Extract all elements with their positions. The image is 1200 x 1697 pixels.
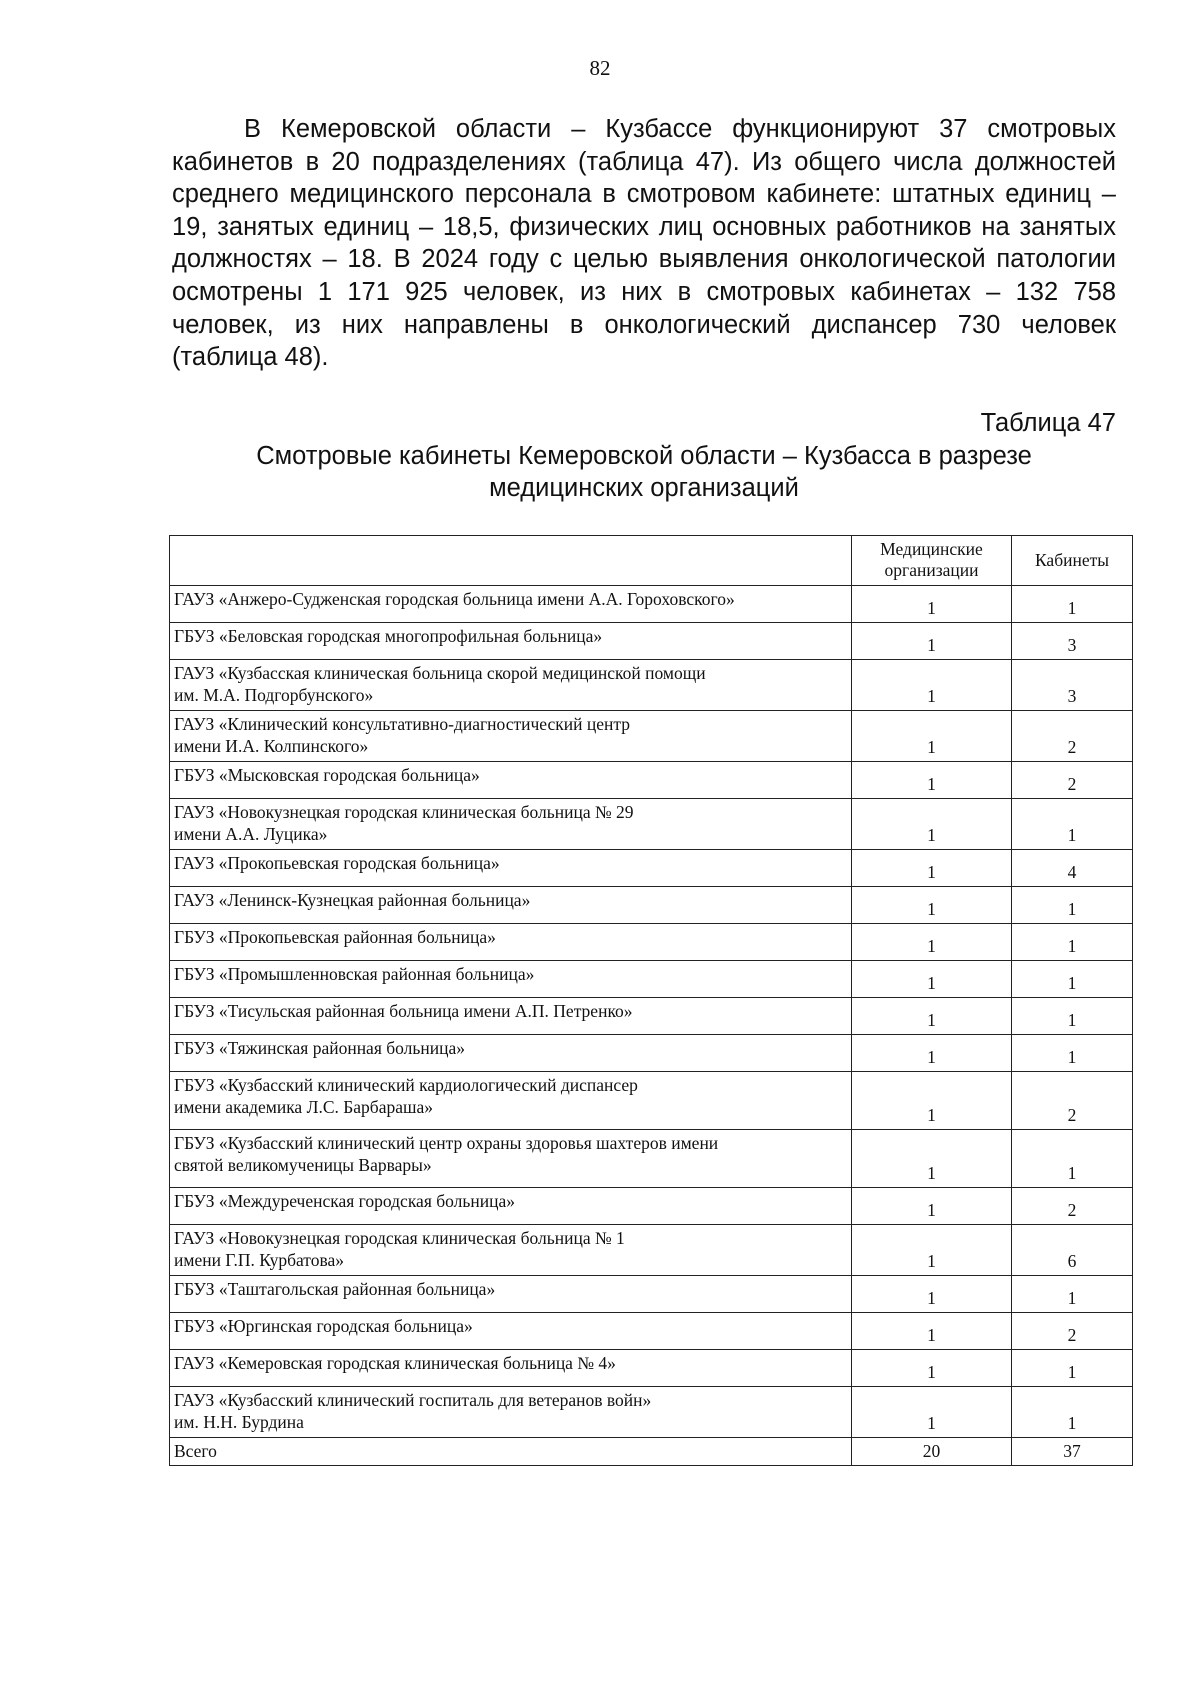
- org-name: [170, 1350, 852, 1387]
- org-name-line1: ГАУЗ «Новокузнецкая городская клиническая больница № 1: [174, 1228, 625, 1248]
- org-name-line1: ГАУЗ «Ленинск-Кузнецкая районная больница»: [174, 890, 531, 910]
- table-title-line2: медицинских организаций: [489, 474, 799, 502]
- org-count: 1: [852, 1387, 1012, 1438]
- org-name: [170, 1313, 852, 1350]
- org-name: [170, 1225, 852, 1276]
- cabinet-count: 1: [1012, 998, 1133, 1035]
- org-name-line2: имени А.А. Луцика»: [174, 824, 328, 844]
- org-count: 1: [852, 1035, 1012, 1072]
- cabinet-count: 1: [1012, 586, 1133, 623]
- cabinets-table: [169, 535, 1133, 1466]
- org-count: 1: [852, 1313, 1012, 1350]
- cabinet-count: 1: [1012, 887, 1133, 924]
- org-count: 1: [852, 887, 1012, 924]
- org-name: [170, 1130, 852, 1188]
- table-row: [170, 1035, 1133, 1072]
- table-row: [170, 961, 1133, 998]
- cabinet-count: 1: [1012, 1130, 1133, 1188]
- cabinet-count: 3: [1012, 623, 1133, 660]
- org-name: [170, 762, 852, 799]
- org-count: 1: [852, 762, 1012, 799]
- org-name-line1: ГАУЗ «Кемеровская городская клиническая больница № 4»: [174, 1353, 616, 1373]
- header-name: [170, 536, 852, 586]
- org-name: [170, 1035, 852, 1072]
- org-name-line1: ГБУЗ «Тяжинская районная больница»: [174, 1038, 465, 1058]
- cabinet-count: 1: [1012, 1276, 1133, 1313]
- org-name: [170, 924, 852, 961]
- org-name: [170, 850, 852, 887]
- org-name-line1: ГБУЗ «Кузбасский клинический кардиологический диспансер: [174, 1075, 638, 1095]
- org-name-line1: ГБУЗ «Беловская городская многопрофильная больница»: [174, 626, 603, 646]
- table-row: [170, 799, 1133, 850]
- total-row: [170, 1438, 1133, 1466]
- org-count: 1: [852, 961, 1012, 998]
- org-name: [170, 1072, 852, 1130]
- org-name-line1: ГАУЗ «Клинический консультативно-диагностический центр: [174, 714, 630, 734]
- org-count: 1: [852, 1130, 1012, 1188]
- org-name-line1: ГАУЗ «Анжеро-Судженская городская больница имени А.А. Гороховского»: [174, 589, 735, 609]
- org-count: 1: [852, 998, 1012, 1035]
- cabinet-count: 1: [1012, 961, 1133, 998]
- org-name: [170, 998, 852, 1035]
- org-name-line1: ГБУЗ «Юргинская городская больница»: [174, 1316, 473, 1336]
- org-count: 1: [852, 850, 1012, 887]
- org-name-line1: ГБУЗ «Тисульская районная больница имени А.П. Петренко»: [174, 1001, 633, 1021]
- org-name-line2: им. М.А. Подгорбунского»: [174, 685, 374, 705]
- org-name: [170, 1276, 852, 1313]
- org-name: [170, 623, 852, 660]
- total-orgs: 20: [852, 1438, 1012, 1466]
- org-name-line1: ГБУЗ «Промышленновская районная больница»: [174, 964, 535, 984]
- table-row: [170, 1387, 1133, 1438]
- table-row: [170, 887, 1133, 924]
- page-number: 82: [589, 56, 611, 80]
- org-name: [170, 887, 852, 924]
- org-name-line1: ГБУЗ «Прокопьевская районная больница»: [174, 927, 496, 947]
- org-name-line1: ГБУЗ «Таштагольская районная больница»: [174, 1279, 496, 1299]
- table-row: [170, 850, 1133, 887]
- cabinet-count: 1: [1012, 924, 1133, 961]
- org-name: [170, 1188, 852, 1225]
- table-row: [170, 924, 1133, 961]
- table-row: [170, 1130, 1133, 1188]
- org-count: 1: [852, 924, 1012, 961]
- org-name-line1: ГАУЗ «Прокопьевская городская больница»: [174, 853, 500, 873]
- org-count: 1: [852, 660, 1012, 711]
- table-title-line1: Смотровые кабинеты Кемеровской области – Кузбасса в разрезе: [256, 442, 1032, 470]
- header-cabinets: Кабинеты: [1012, 536, 1133, 586]
- org-name-line1: ГАУЗ «Новокузнецкая городская клиническая больница № 29: [174, 802, 634, 822]
- org-name-line2: имени академика Л.С. Барбараша»: [174, 1097, 433, 1117]
- cabinet-count: 2: [1012, 1313, 1133, 1350]
- table-row: [170, 998, 1133, 1035]
- org-count: 1: [852, 799, 1012, 850]
- org-name-line2: им. Н.Н. Бурдина: [174, 1412, 304, 1432]
- org-count: 1: [852, 623, 1012, 660]
- cabinet-count: 2: [1012, 1072, 1133, 1130]
- table-row: [170, 762, 1133, 799]
- cabinet-count: 1: [1012, 1350, 1133, 1387]
- org-count: 1: [852, 1072, 1012, 1130]
- table-title: [172, 440, 1116, 504]
- cabinet-count: 1: [1012, 1035, 1133, 1072]
- org-name: [170, 711, 852, 762]
- org-name: [170, 1387, 852, 1438]
- table-row: [170, 1188, 1133, 1225]
- intro-paragraph: В Кемеровской области – Кузбассе функционируют 37 смотровых кабинетов в 20 подразделениях (таблица 47). Из общего числа должностей среднего медицинского персонала в смотровом кабинете: штатных единиц – 19, занятых единиц – 18,5, физических лиц основных работников на занятых должностях – 18. В 2024 году с целью выявления онкологической патологии осмотрены 1 171 925 человек, из них в смотровых кабинетах – 132 758 человек, из них направлены в онкологический диспансер 730 человек (таблица 48).: [172, 115, 1116, 372]
- org-count: 1: [852, 1225, 1012, 1276]
- table-row: [170, 1072, 1133, 1130]
- table-row: [170, 1313, 1133, 1350]
- total-cabinets: 37: [1012, 1438, 1133, 1466]
- org-name: [170, 799, 852, 850]
- org-name: [170, 586, 852, 623]
- org-name: [170, 660, 852, 711]
- table-header-row: [170, 536, 1133, 586]
- cabinet-count: 1: [1012, 799, 1133, 850]
- cabinet-count: 2: [1012, 1188, 1133, 1225]
- org-count: 1: [852, 1188, 1012, 1225]
- table-row: [170, 586, 1133, 623]
- org-count: 1: [852, 586, 1012, 623]
- table-row: [170, 1350, 1133, 1387]
- org-name-line1: ГАУЗ «Кузбасская клиническая больница скорой медицинской помощи: [174, 663, 706, 683]
- org-name-line2: святой великомученицы Варвары»: [174, 1155, 432, 1175]
- header-orgs: Медицинские организации: [852, 536, 1012, 586]
- table-row: [170, 623, 1133, 660]
- cabinet-count: 4: [1012, 850, 1133, 887]
- org-name-line1: ГАУЗ «Кузбасский клинический госпиталь для ветеранов войн»: [174, 1390, 652, 1410]
- cabinet-count: 2: [1012, 711, 1133, 762]
- cabinet-count: 1: [1012, 1387, 1133, 1438]
- cabinet-count: 3: [1012, 660, 1133, 711]
- org-count: 1: [852, 1350, 1012, 1387]
- org-name-line2: имени Г.П. Курбатова»: [174, 1250, 345, 1270]
- table-row: [170, 711, 1133, 762]
- cabinet-count: 2: [1012, 762, 1133, 799]
- table-label: Таблица 47: [980, 409, 1116, 437]
- table-row: [170, 1276, 1133, 1313]
- cabinet-count: 6: [1012, 1225, 1133, 1276]
- table-row: [170, 660, 1133, 711]
- table-row: [170, 1225, 1133, 1276]
- org-name-line1: ГБУЗ «Междуреченская городская больница»: [174, 1191, 515, 1211]
- org-count: 1: [852, 711, 1012, 762]
- total-label: Всего: [170, 1438, 852, 1466]
- org-name-line1: ГБУЗ «Мысковская городская больница»: [174, 765, 480, 785]
- org-name: [170, 961, 852, 998]
- org-name-line2: имени И.А. Колпинского»: [174, 736, 369, 756]
- org-count: 1: [852, 1276, 1012, 1313]
- org-name-line1: ГБУЗ «Кузбасский клинический центр охраны здоровья шахтеров имени: [174, 1133, 719, 1153]
